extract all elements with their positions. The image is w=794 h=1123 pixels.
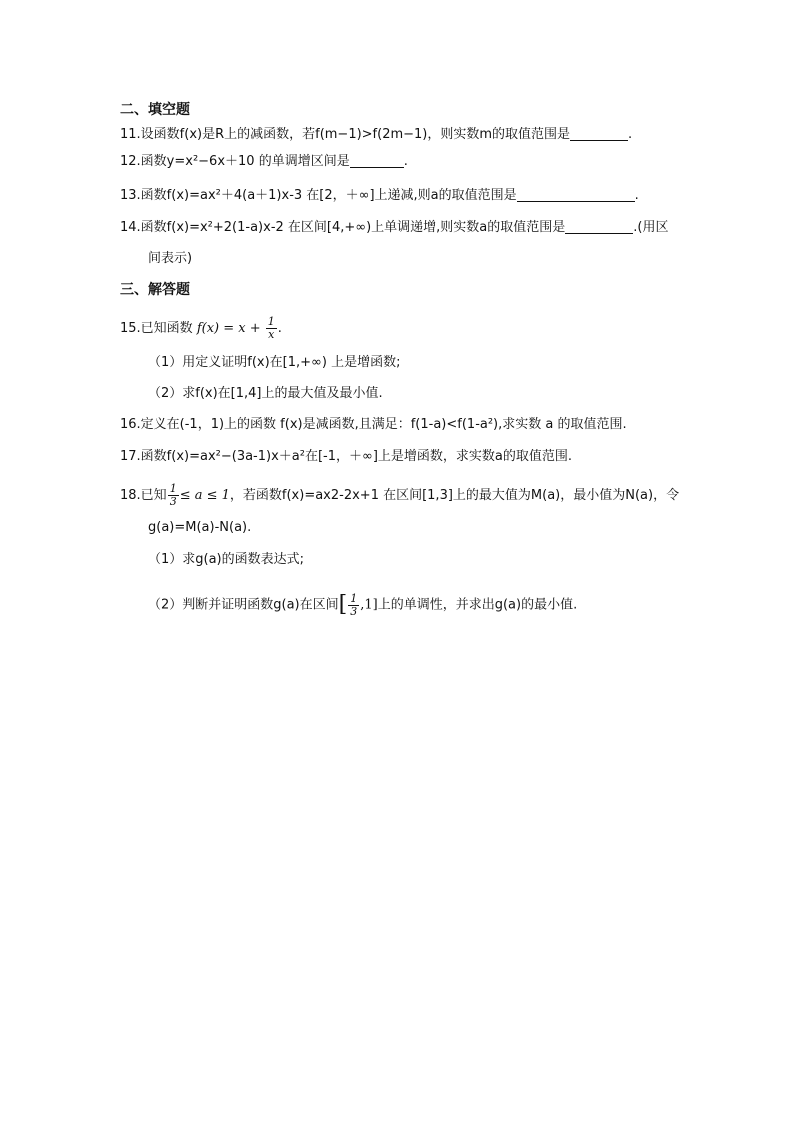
fraction-denominator: 3 [350,604,358,618]
question-18-part-2-fraction [348,593,359,618]
fraction-numerator: 1 [169,482,177,495]
question-18-part-1: （1）求g(a)的函数表达式; [148,552,305,567]
answer-blank-14[interactable] [565,219,633,234]
question-14 [120,219,669,237]
answer-blank-13[interactable] [517,187,635,202]
question-11-end: . [628,127,633,142]
interval-end: ,1] [360,597,378,613]
question-18-inequality: ≤ a ≤ 1 [179,488,230,503]
question-12 [120,153,408,171]
fraction-numerator: 1 [350,591,358,605]
question-12-text: 12.函数y=x²−6x＋10 的单调增区间是 [120,154,350,169]
question-18-continuation: g(a)=M(a)-N(a). [148,520,252,535]
answer-blank-12[interactable] [350,153,404,168]
question-15-suffix: . [277,321,282,336]
question-14-continuation: 间表示) [148,251,193,266]
question-13-end: . [634,188,639,203]
answer-blank-11[interactable] [570,126,628,141]
question-11 [120,126,632,144]
question-16: 16.定义在(-1，1)上的函数 f(x)是减函数,且满足：f(1-a)<f(1-a²),求实数 a 的取值范围. [120,417,627,432]
question-15-fraction [266,316,277,341]
question-15-formula: f(x) = x + [196,321,261,336]
question-15-prefix: 15.已知函数 [120,321,193,336]
fraction-denominator: x [268,328,275,341]
section-heading-answer: 三、解答题 [120,282,190,298]
question-18-text: ，若函数f(x)=ax2-2x+1 在区间[1,3]上的最大值为M(a)，最小值为N(a)，令 [229,488,680,503]
question-18-part-2 [148,590,577,621]
question-18 [120,483,679,508]
question-18-part-2-a: （2）判断并证明函数g(a)在区间 [148,597,339,613]
question-18-fraction [168,483,179,508]
interval-bracket: [ [338,592,348,617]
fraction-denominator: 3 [169,495,177,508]
question-15-part-1: （1）用定义证明f(x)在[1,+∞) 上是增函数; [148,355,401,370]
question-11-text: 11.设函数f(x)是R上的减函数，若f(m−1)>f(2m−1)，则实数m的取值范围是 [120,127,571,142]
question-13-text: 13.函数f(x)=ax²＋4(a＋1)x-3 在[2，＋∞]上递减,则a的取值范围是 [120,188,517,203]
question-15 [120,316,282,341]
section-heading-fill-in: 二、填空题 [120,102,190,118]
question-18-prefix: 18.已知 [120,488,167,503]
question-13 [120,187,639,205]
question-18-part-2-b: 上的单调性，并求出g(a)的最小值. [377,597,578,613]
question-14-end: .(用区 [633,220,669,235]
fraction-numerator: 1 [267,315,275,328]
question-14-text: 14.函数f(x)=x²+2(1-a)x-2 在区间[4,+∞)上单调递增,则实数a的取值范围是 [120,220,566,235]
question-17: 17.函数f(x)=ax²−(3a-1)x＋a²在[-1，＋∞]上是增函数，求实数a的取值范围. [120,449,572,464]
question-15-part-2: （2）求f(x)在[1,4]上的最大值及最小值. [148,386,383,401]
question-12-end: . [403,154,408,169]
